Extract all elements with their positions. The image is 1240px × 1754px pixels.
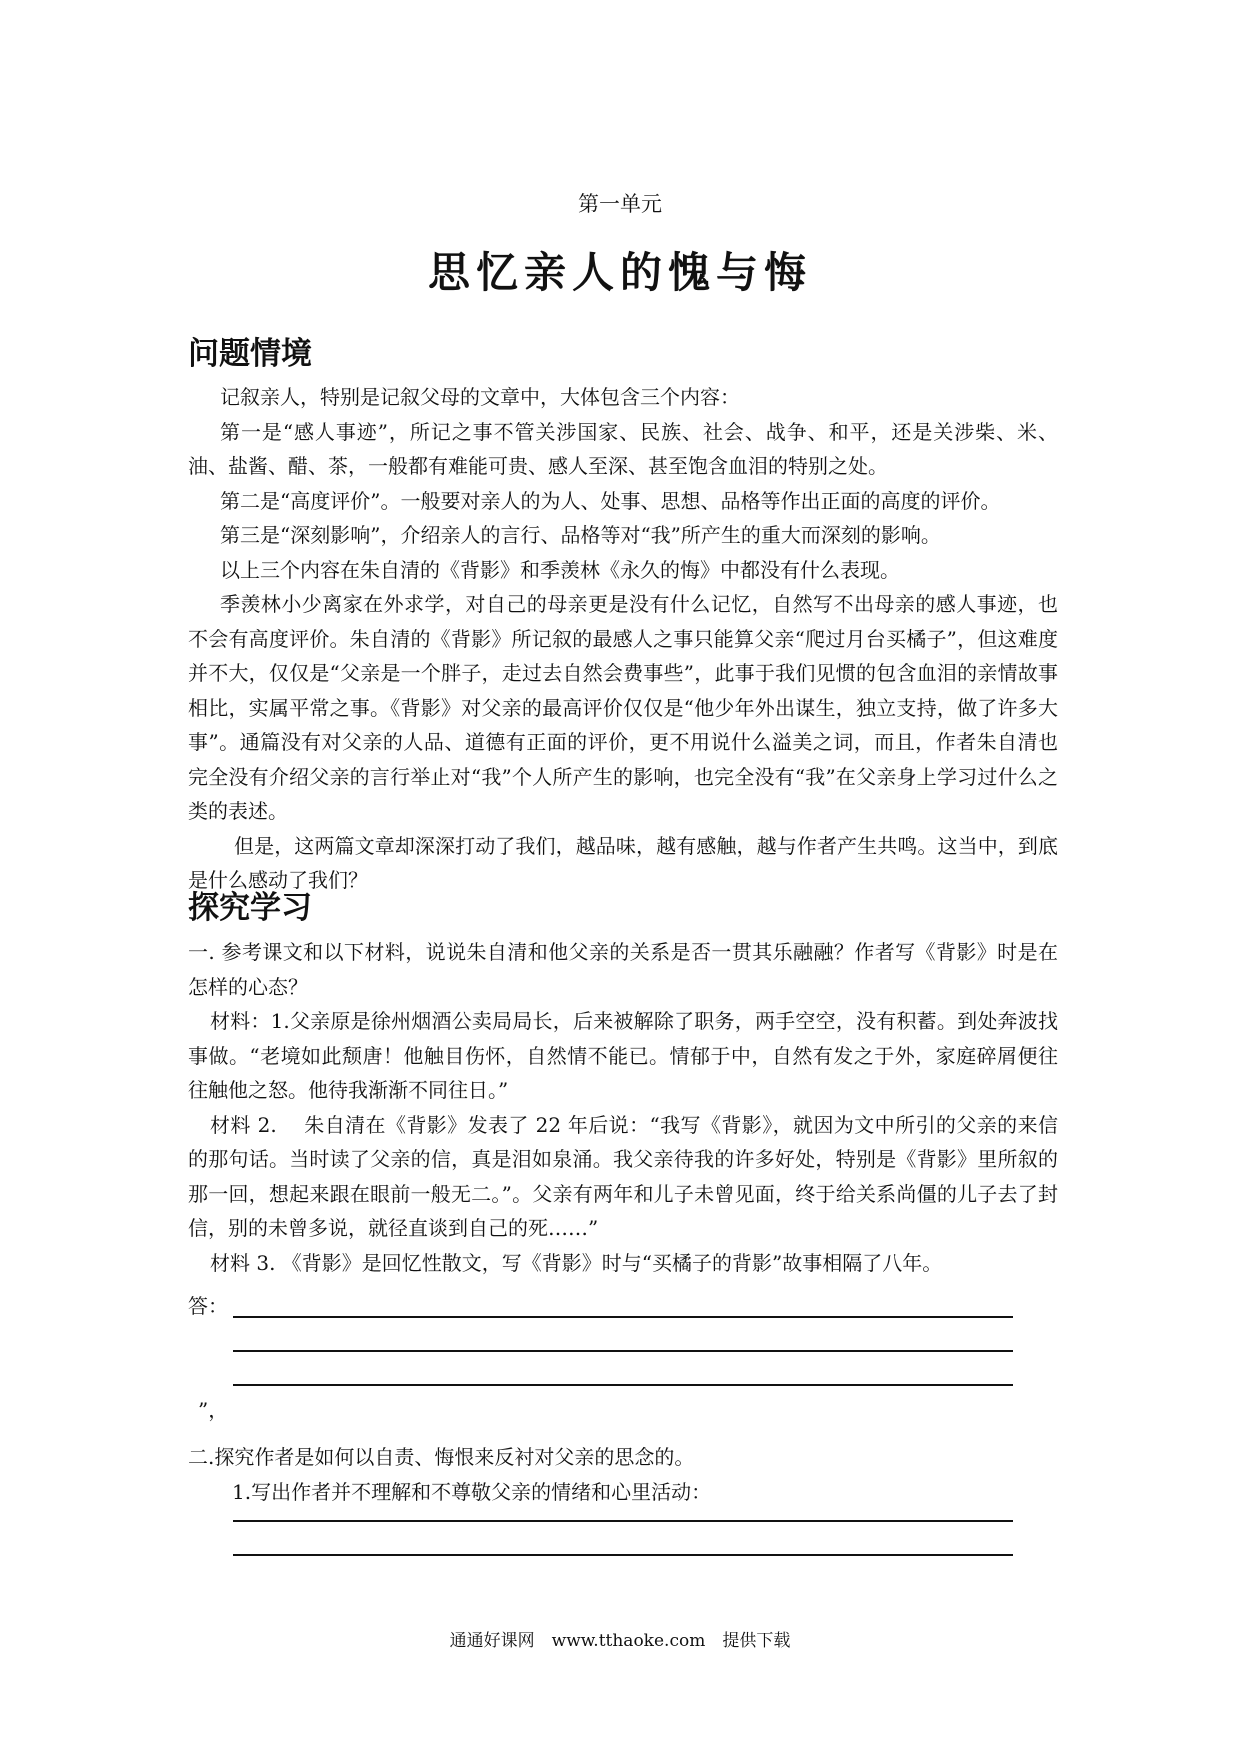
page-title: 思忆亲人的愧与悔 [427,248,812,297]
question-1: 一. 参考课文和以下材料，说说朱自清和他父亲的关系是否一贯其乐融融？作者写《背影》时是在怎样的心态？ [188,940,1058,999]
section-heading-inquiry-learning: 探究学习 [188,890,312,926]
answer-area [188,1290,1088,1422]
answer-line[interactable] [233,1520,1013,1522]
material-2: 材料 2. 朱自清在《背影》发表了 22 年后说：“我写《背影》，就因为文中所引的父亲的来信的那句话。当时读了父亲的信，真是泪如泉涌。我父亲待我的许多好处，特别是《背影》里所叙的那一回，想起来跟在眼前一般无二。”。父亲有两年和儿子未曾见面，终于给关系尚僵的儿子去了封信，别的未曾多说，就径直谈到自己的死……” [188,1112,1058,1240]
problem-context-text [188,380,1058,898]
answer-label: 答： [188,1294,228,1318]
paragraph: 第三是“深刻影响”，介绍亲人的言行、品格等对“我”所产生的重大而深刻的影响。 [220,523,941,547]
question-2-sub: 1.写出作者并不理解和不尊敬父亲的情绪和心里活动： [232,1480,712,1504]
answer-line[interactable] [233,1384,1013,1386]
section-heading-problem-context: 问题情境 [188,336,312,372]
answer-line[interactable] [233,1316,1013,1318]
material-1: 材料：1.父亲原是徐州烟酒公卖局局长，后来被解除了职务，两手空空，没有积蓄。到处奔波找事做。“老境如此颓唐！他触目伤怀，自然情不能已。情郁于中，自然有发之于外，家庭碎屑便往往触他之怒。他待我渐渐不同往日。” [188,1009,1058,1102]
paragraph: 记叙亲人，特别是记叙父母的文章中，大体包含三个内容： [220,385,740,409]
page-footer: 通通好课网 www.tthaoke.com 提供下载 [449,1631,791,1651]
material-3: 材料 3. 《背影》是回忆性散文，写《背影》时与“买橘子的背影”故事相隔了八年。 [210,1250,943,1275]
question-2: 二.探究作者是如何以自责、悔恨来反衬对父亲的思念的。 [188,1445,695,1469]
answer-line[interactable] [233,1554,1013,1556]
paragraph: 季羡林小少离家在外求学，对自己的母亲更是没有什么记忆，自然写不出母亲的感人事迹，也不会有高度评价。朱自清的《背影》所记叙的最感人之事只能算父亲“爬过月台买橘子”，但这难度并不大，仅仅是“父亲是一个胖子，走过去自然会费事些”，此事于我们见惯的包含血泪的亲情故事相比，实属平常之事。《背影》对父亲的最高评价仅仅是“他少年外出谋生，独立支持，做了许多大事”。通篇没有对父亲的人品、道德有正面的评价，更不用说什么溢美之词，而且，作者朱自清也完全没有介绍父亲的言行举止对“我”个人所产生的影响，也完全没有“我”在父亲身上学习过什么之类的表述。 [188,592,1058,823]
answer-suffix: ”， [198,1398,229,1422]
paragraph: 以上三个内容在朱自清的《背影》和季羡林《永久的悔》中都没有什么表现。 [220,557,900,582]
paragraph: 但是，这两篇文章却深深打动了我们，越品味，越有感触，越与作者产生共鸣。这当中，到底是什么感动了我们？ [188,833,1058,892]
inquiry-learning-text [188,935,1058,1280]
paragraph: 第一是“感人事迹”，所记之事不管关涉国家、民族、社会、战争、和平，还是关涉柴、米、油、盐酱、醋、茶，一般都有难能可贵、感人至深、甚至饱含血泪的特别之处。 [188,419,1058,478]
paragraph: 第二是“高度评价”。一般要对亲人的为人、处事、思想、品格等作出正面的高度的评价。 [220,488,1001,513]
unit-label: 第一单元 [578,192,662,216]
answer-line[interactable] [233,1350,1013,1352]
